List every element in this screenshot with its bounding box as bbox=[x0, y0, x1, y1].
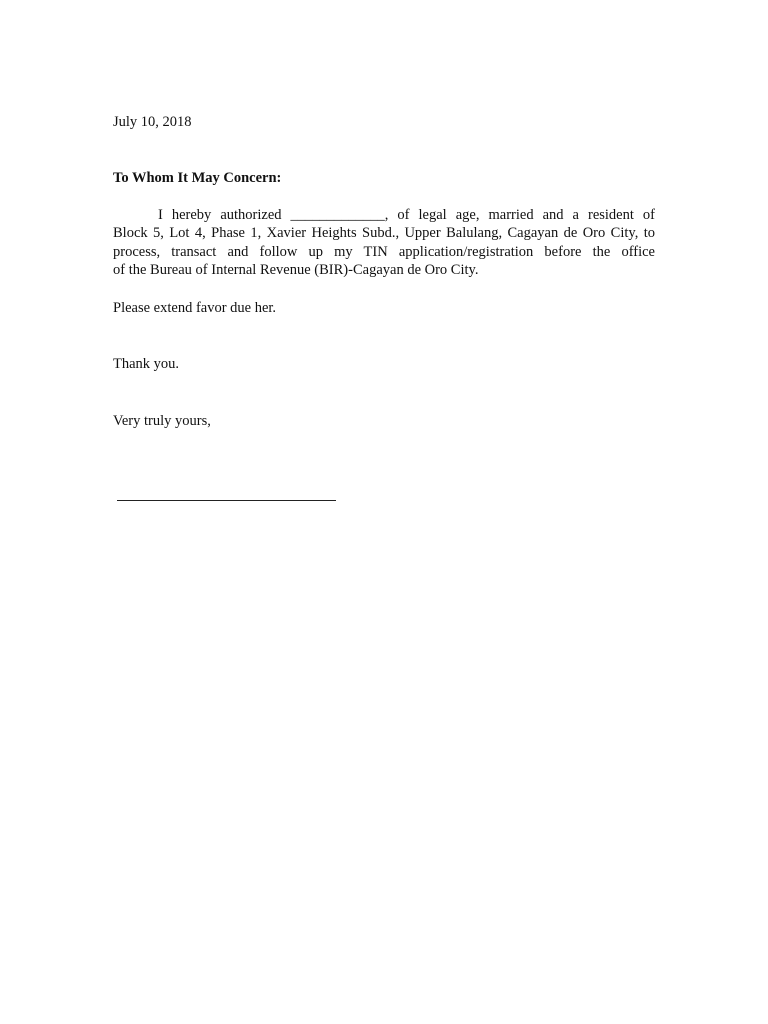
authorization-paragraph bbox=[113, 206, 655, 280]
paragraph-line: process, transact and follow up my TIN application/registration before the office bbox=[113, 243, 655, 260]
thank-you-line: Thank you. bbox=[113, 356, 180, 372]
salutation: To Whom It May Concern: bbox=[113, 170, 282, 186]
paragraph-line: of the Bureau of Internal Revenue (BIR)-Cagayan de Oro City. bbox=[113, 262, 479, 279]
letter-date: July 10, 2018 bbox=[113, 114, 192, 130]
request-line: Please extend favor due her. bbox=[113, 300, 277, 316]
paragraph-line: Block 5, Lot 4, Phase 1, Xavier Heights Subd., Upper Balulang, Cagayan de Oro City, to bbox=[113, 225, 655, 242]
paragraph-line: I hereby authorized _____________, of legal age, married and a resident of bbox=[158, 207, 655, 223]
signature-line bbox=[117, 500, 336, 501]
complimentary-close: Very truly yours, bbox=[113, 413, 211, 429]
